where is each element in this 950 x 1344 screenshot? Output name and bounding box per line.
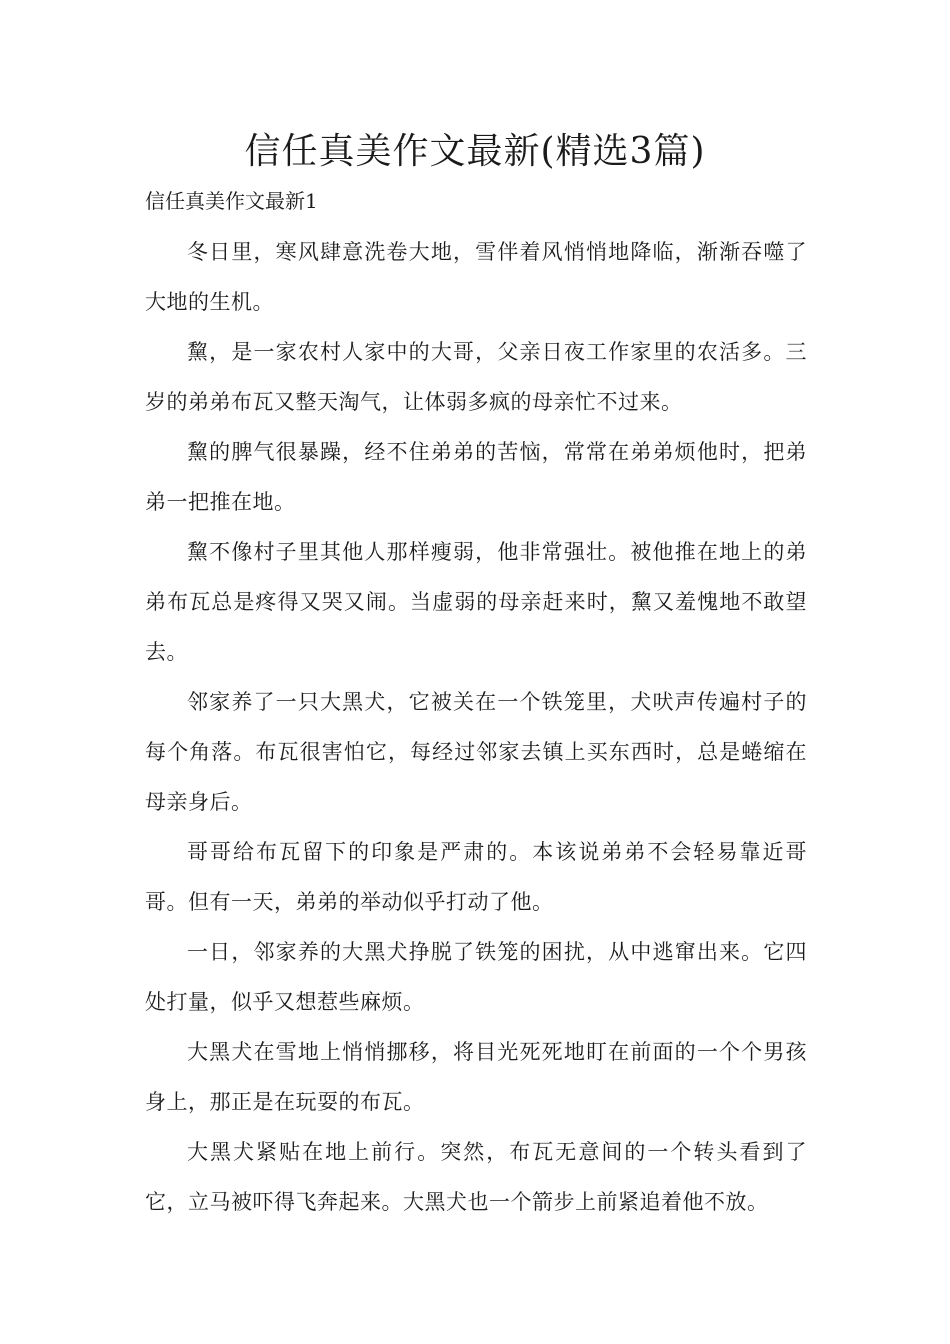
paragraph: 大黑犬在雪地上悄悄挪移，将目光死死地盯在前面的一个个男孩身上，那正是在玩耍的布瓦。	[145, 1040, 807, 1114]
paragraph: 哥哥给布瓦留下的印象是严肃的。本该说弟弟不会轻易靠近哥哥。但有一天，弟弟的举动似乎打动了他。	[145, 840, 807, 914]
document-body	[145, 184, 807, 1227]
paragraph: 黧的脾气很暴躁，经不住弟弟的苦恼，常常在弟弟烦他时，把弟弟一把推在地。	[145, 440, 807, 514]
paragraph: 黧，是一家农村人家中的大哥，父亲日夜工作家里的农活多。三岁的弟弟布瓦又整天淘气，让体弱多疯的母亲忙不过来。	[145, 340, 807, 414]
paragraph: 邻家养了一只大黑犬，它被关在一个铁笼里，犬吠声传遍村子的每个角落。布瓦很害怕它，每经过邻家去镇上买东西时，总是蜷缩在母亲身后。	[145, 690, 807, 814]
document-title: 信任真美作文最新(精选3篇)	[244, 131, 706, 172]
section-subtitle: 信任真美作文最新1	[145, 189, 318, 213]
paragraph: 一日，邻家养的大黑犬挣脱了铁笼的困扰，从中逃窜出来。它四处打量，似乎又想惹些麻烦。	[145, 940, 807, 1014]
paragraph: 黧不像村子里其他人那样瘦弱，他非常强壮。被他推在地上的弟弟布瓦总是疼得又哭又闹。当虚弱的母亲赶来时，黧又羞愧地不敢望去。	[145, 540, 807, 664]
paragraph: 大黑犬紧贴在地上前行。突然，布瓦无意间的一个转头看到了它，立马被吓得飞奔起来。大黑犬也一个箭步上前紧追着他不放。	[145, 1140, 807, 1214]
paragraph: 冬日里，寒风肆意洗卷大地，雪伴着风悄悄地降临，渐渐吞噬了大地的生机。	[145, 240, 807, 314]
